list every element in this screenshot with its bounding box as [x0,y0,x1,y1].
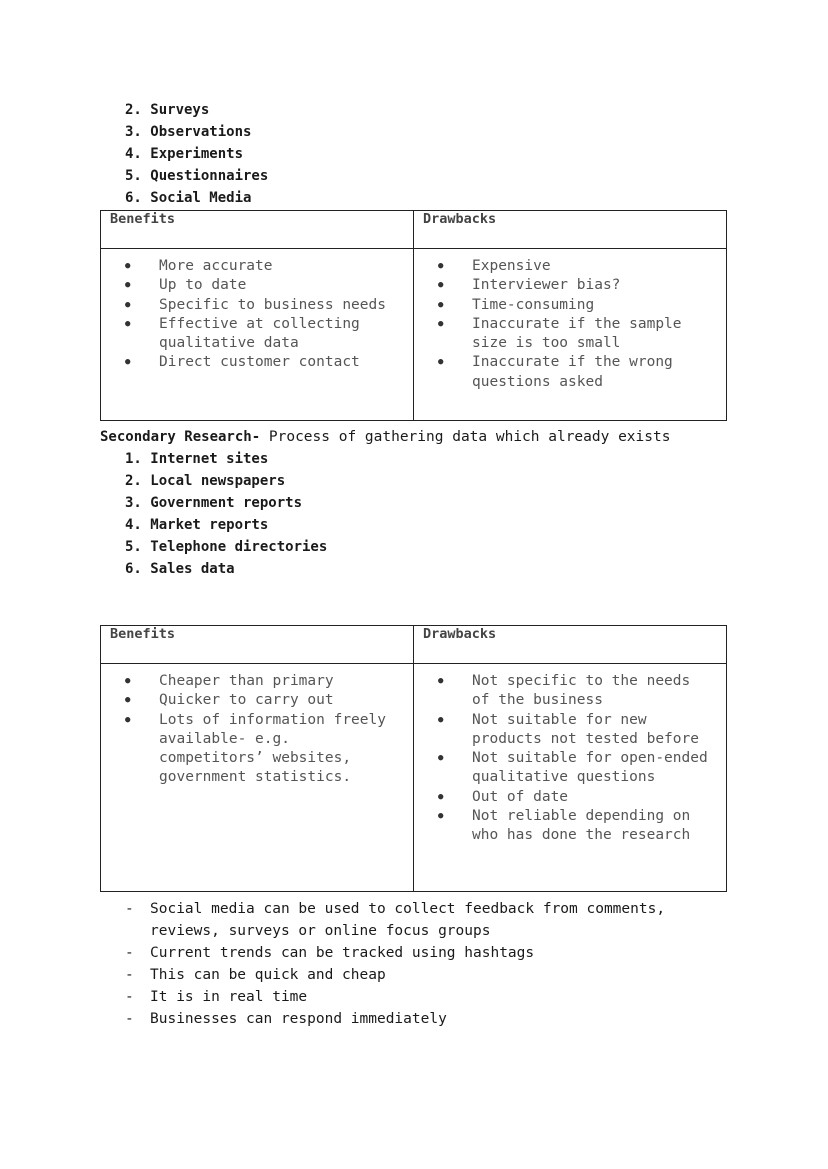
section-definition: Process of gathering data which already exists [260,429,671,445]
drawbacks-cell [414,664,727,892]
list-item: 5. Questionnaires [125,168,269,184]
list-item: 4. Experiments [125,146,244,162]
list-item: - It is in real time [125,986,725,1008]
list-item: ● Inaccurate if the sample size is too small [432,315,716,354]
list-item: ● Not suitable for open-ended qualitative questions [432,749,716,788]
list-item: ● Inaccurate if the wrong questions asked [432,353,716,392]
drawbacks-header: Drawbacks [414,211,727,249]
list-item: - Social media can be used to collect feedback from comments, reviews, surveys or online focus groups [125,898,725,942]
secondary-research-table [100,625,727,892]
drawbacks-cell [414,249,727,421]
list-item: - Current trends can be tracked using hashtags [125,942,725,964]
list-item: ● Not suitable for new products not tested before [432,711,716,750]
list-item: 3. Government reports [125,495,303,511]
section-title: Secondary Research- [100,429,261,445]
list-item: - Businesses can respond immediately [125,1008,725,1030]
list-item: 2. Local newspapers [125,473,286,489]
primary-research-table [100,210,727,421]
secondary-research-heading [100,426,670,448]
list-item: ● Time-consuming [432,296,716,315]
list-item: ● More accurate [119,257,403,276]
benefits-cell [101,249,414,421]
list-item: ● Lots of information freely available- e.g. competitors’ websites, government statistics. [119,711,403,788]
secondary-sources-list [125,448,327,580]
list-item: 2. Surveys [125,102,210,118]
primary-methods-list [125,99,268,209]
list-item: ● Up to date [119,276,403,295]
list-item: ● Not specific to the needs of the business [432,672,716,711]
list-item: 5. Telephone directories [125,539,328,555]
list-item: 1. Internet sites [125,451,269,467]
list-item: - This can be quick and cheap [125,964,725,986]
list-item: ● Quicker to carry out [119,691,403,710]
list-item: ● Effective at collecting qualitative data [119,315,403,354]
list-item: ● Cheaper than primary [119,672,403,691]
drawbacks-header: Drawbacks [414,626,727,664]
list-item: 6. Sales data [125,561,235,577]
list-item: ● Specific to business needs [119,296,403,315]
list-item: ● Interviewer bias? [432,276,716,295]
social-media-notes [125,898,725,1030]
benefits-header: Benefits [101,211,414,249]
benefits-header: Benefits [101,626,414,664]
list-item: 6. Social Media [125,190,252,206]
list-item: 3. Observations [125,124,252,140]
list-item: 4. Market reports [125,517,269,533]
list-item: ● Out of date [432,788,716,807]
list-item: ● Not reliable depending on who has done the research [432,807,716,846]
benefits-cell [101,664,414,892]
list-item: ● Expensive [432,257,716,276]
list-item: ● Direct customer contact [119,353,403,372]
